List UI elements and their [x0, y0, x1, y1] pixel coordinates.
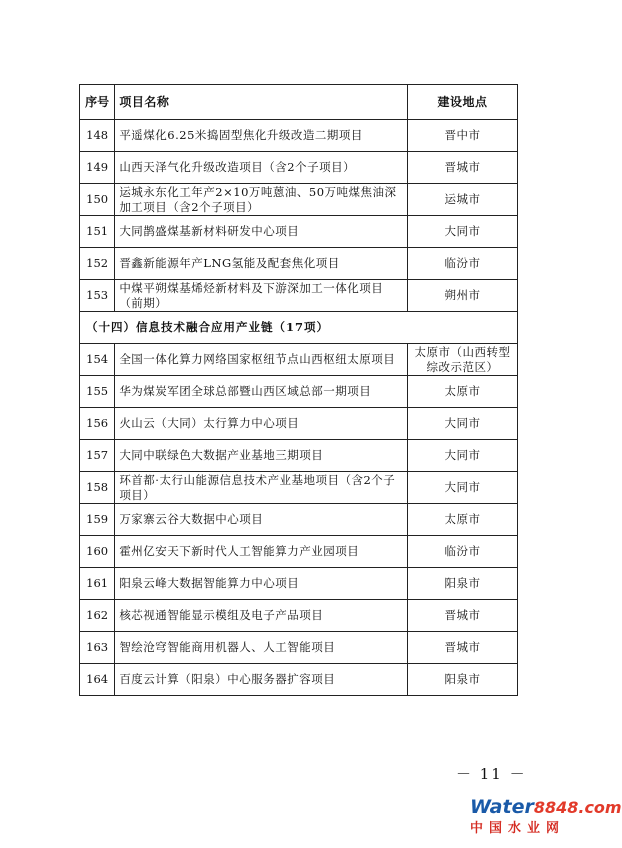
- row-location: 阳泉市: [407, 568, 517, 600]
- row-location: 大同市: [407, 440, 517, 472]
- row-number: 155: [80, 376, 115, 408]
- row-project-name: 大同中联绿色大数据产业基地三期项目: [115, 440, 408, 472]
- row-location: 临汾市: [407, 248, 517, 280]
- watermark-logo: [470, 796, 622, 840]
- row-number: 148: [80, 120, 115, 152]
- row-project-name: 平遥煤化6.25米捣固型焦化升级改造二期项目: [115, 120, 408, 152]
- row-number: 160: [80, 536, 115, 568]
- row-number: 151: [80, 216, 115, 248]
- row-number: 157: [80, 440, 115, 472]
- table-row: [80, 408, 518, 440]
- watermark-subtitle: 中国水业网: [470, 821, 566, 836]
- row-project-name: 万家寨云谷大数据中心项目: [115, 504, 408, 536]
- row-location: 太原市: [407, 504, 517, 536]
- row-project-name: 阳泉云峰大数据智能算力中心项目: [115, 568, 408, 600]
- row-project-name: 华为煤炭军团全球总部暨山西区域总部一期项目: [115, 376, 408, 408]
- row-location: 大同市: [407, 408, 517, 440]
- section-row: [80, 312, 518, 344]
- table-row: [80, 536, 518, 568]
- page-number: － 11 －: [456, 765, 527, 783]
- row-location: 太原市: [407, 376, 517, 408]
- row-number: 162: [80, 600, 115, 632]
- row-project-name: 核芯视通智能显示模组及电子产品项目: [115, 600, 408, 632]
- row-location: 太原市（山西转型综改示范区）: [407, 344, 517, 376]
- table-row: [80, 248, 518, 280]
- header-location: 建设地点: [407, 85, 517, 120]
- row-project-name: 晋鑫新能源年产LNG氢能及配套焦化项目: [115, 248, 408, 280]
- row-location: 临汾市: [407, 536, 517, 568]
- row-location: 晋城市: [407, 632, 517, 664]
- row-project-name: 全国一体化算力网络国家枢纽节点山西枢纽太原项目: [115, 344, 408, 376]
- table-row: [80, 376, 518, 408]
- row-project-name: 火山云（大同）太行算力中心项目: [115, 408, 408, 440]
- table-row: [80, 120, 518, 152]
- table-row: [80, 184, 518, 216]
- section-title: （十四）信息技术融合应用产业链（17项）: [80, 312, 518, 344]
- table-body-part-a: [80, 120, 518, 312]
- row-location: 晋城市: [407, 600, 517, 632]
- row-number: 154: [80, 344, 115, 376]
- table-row: [80, 632, 518, 664]
- row-number: 149: [80, 152, 115, 184]
- project-table: [79, 84, 518, 696]
- row-project-name: 运城永东化工年产2×10万吨蒽油、50万吨煤焦油深加工项目（含2个子项目）: [115, 184, 408, 216]
- table-row: [80, 216, 518, 248]
- row-number: 164: [80, 664, 115, 696]
- row-number: 161: [80, 568, 115, 600]
- row-number: 163: [80, 632, 115, 664]
- table-row: [80, 568, 518, 600]
- row-project-name: 大同鹊盛煤基新材料研发中心项目: [115, 216, 408, 248]
- table-row: [80, 664, 518, 696]
- row-location: 晋城市: [407, 152, 517, 184]
- row-number: 156: [80, 408, 115, 440]
- row-location: 大同市: [407, 216, 517, 248]
- header-project-name: 项目名称: [115, 85, 408, 120]
- table-row: [80, 472, 518, 504]
- row-number: 153: [80, 280, 115, 312]
- table-row: [80, 600, 518, 632]
- watermark-wordmark: Water8848.com: [470, 796, 622, 818]
- table-row: [80, 504, 518, 536]
- table-section: [80, 312, 518, 344]
- row-location: 运城市: [407, 184, 517, 216]
- table-row: [80, 344, 518, 376]
- table-row: [80, 440, 518, 472]
- row-number: 158: [80, 472, 115, 504]
- row-location: 晋中市: [407, 120, 517, 152]
- table-header-row: [80, 85, 518, 120]
- row-location: 朔州市: [407, 280, 517, 312]
- table-row: [80, 280, 518, 312]
- row-project-name: 智绘沧穹智能商用机器人、人工智能项目: [115, 632, 408, 664]
- table-row: [80, 152, 518, 184]
- table-body-part-b: [80, 344, 518, 696]
- row-project-name: 山西天泽气化升级改造项目（含2个子项目）: [115, 152, 408, 184]
- row-project-name: 霍州亿安天下新时代人工智能算力产业园项目: [115, 536, 408, 568]
- row-location: 阳泉市: [407, 664, 517, 696]
- header-number: 序号: [80, 85, 115, 120]
- row-project-name: 中煤平朔煤基烯烃新材料及下游深加工一体化项目（前期）: [115, 280, 408, 312]
- row-number: 150: [80, 184, 115, 216]
- row-number: 159: [80, 504, 115, 536]
- row-project-name: 环首都·太行山能源信息技术产业基地项目（含2个子项目）: [115, 472, 408, 504]
- row-project-name: 百度云计算（阳泉）中心服务器扩容项目: [115, 664, 408, 696]
- row-number: 152: [80, 248, 115, 280]
- row-location: 大同市: [407, 472, 517, 504]
